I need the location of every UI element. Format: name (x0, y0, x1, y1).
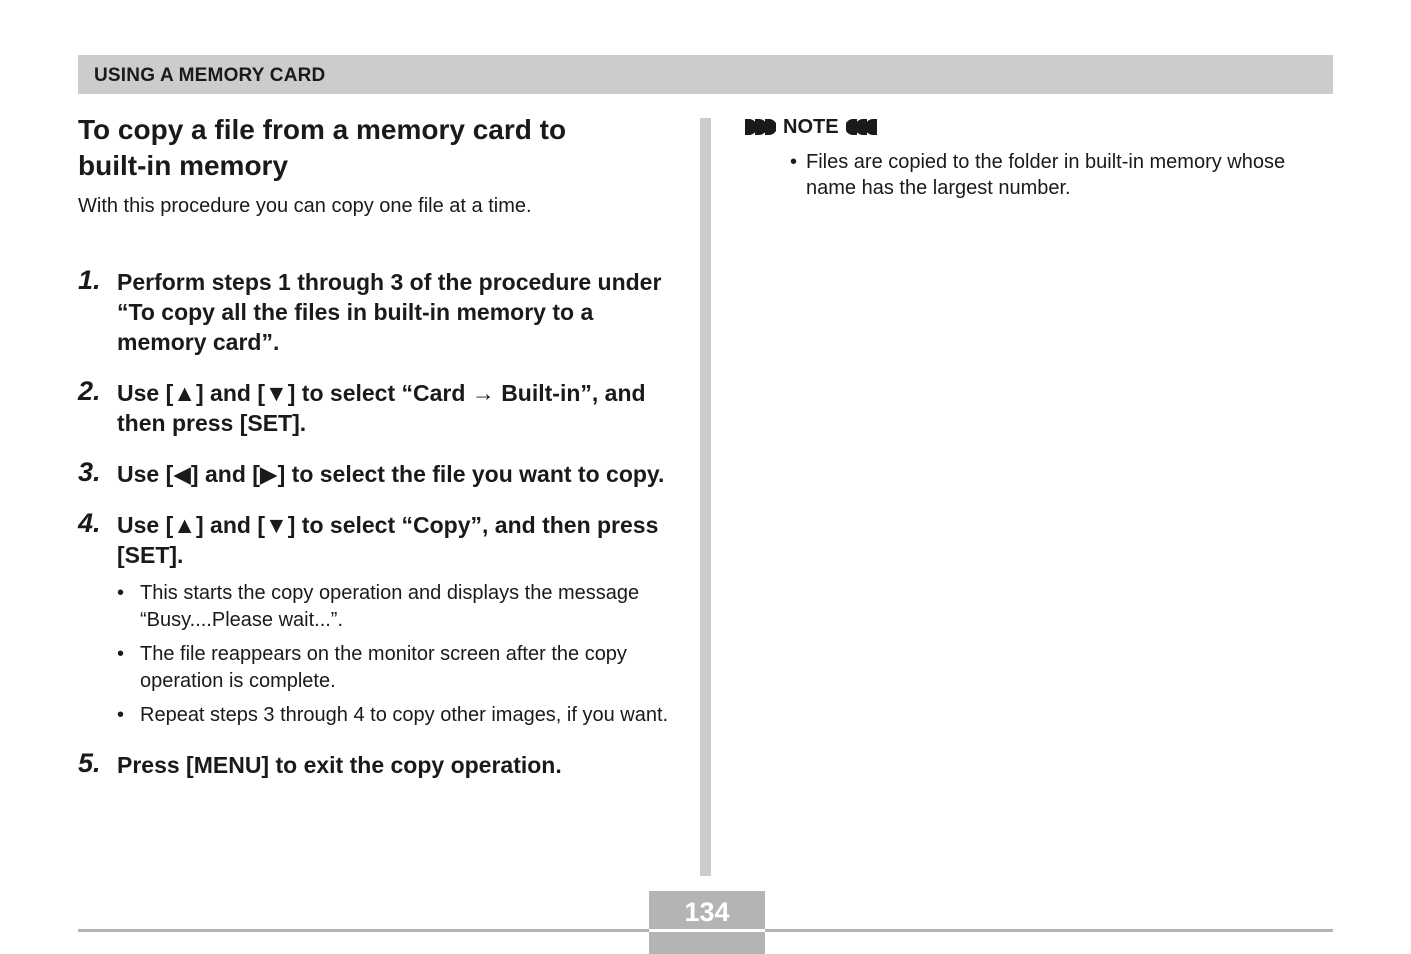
step-4 (78, 510, 678, 729)
step-2 (78, 378, 678, 438)
procedure-title-line-2: built-in memory (78, 150, 289, 181)
procedure-title (78, 112, 678, 184)
step-number: 1. (78, 265, 101, 295)
bullet-text: The file reappears on the monitor screen after the copy operation is complete. (140, 643, 627, 692)
section-header-label: USING A MEMORY CARD (94, 65, 326, 86)
page-number: 134 (684, 897, 730, 927)
page-number-box (649, 891, 765, 954)
procedure-title-line-1: To copy a file from a memory card to (78, 114, 567, 145)
bullet-icon: • (117, 704, 125, 726)
note-list (744, 149, 1324, 201)
triple-left-arrow-icon (846, 118, 878, 136)
procedure-column (78, 112, 678, 801)
bullet-icon: • (117, 582, 125, 604)
step-number: 5. (78, 748, 101, 778)
section-header-bar (78, 55, 1333, 94)
bullet-icon: • (117, 643, 125, 665)
list-item (117, 580, 678, 634)
page-box-gap (649, 929, 765, 932)
bullet-icon: • (790, 151, 798, 173)
step-1 (78, 267, 678, 357)
step-text: Use [◀] and [▶] to select the file you want to copy. (117, 461, 665, 487)
column-divider (700, 118, 711, 876)
step-4-bullets (117, 580, 678, 729)
list-item (790, 149, 1324, 201)
step-3 (78, 459, 678, 489)
list-item (117, 702, 678, 729)
note-box (744, 114, 1324, 201)
step-5 (78, 750, 678, 780)
step-number: 2. (78, 376, 101, 406)
procedure-intro: With this procedure you can copy one file at a time. (78, 195, 532, 217)
bullet-text: Repeat steps 3 through 4 to copy other images, if you want. (140, 704, 669, 726)
procedure-steps (78, 267, 678, 780)
triple-right-arrow-icon (744, 118, 776, 136)
note-label: NOTE (783, 115, 839, 138)
list-item (117, 641, 678, 695)
step-text: Use [▲] and [▼] to select “Copy”, and then press [SET]. (117, 512, 659, 568)
step-text: Perform steps 1 through 3 of the procedure under “To copy all the files in built-in memory to a memory card”. (117, 269, 662, 355)
note-heading (744, 114, 1324, 140)
step-number: 3. (78, 457, 101, 487)
step-text: Press [MENU] to exit the copy operation. (117, 752, 562, 778)
step-number: 4. (78, 508, 101, 538)
step-text: Use [▲] and [▼] to select “Card → Built-in”, and then press [SET]. (117, 380, 646, 436)
note-text: Files are copied to the folder in built-in memory whose name has the largest number. (806, 151, 1286, 199)
bullet-text: This starts the copy operation and displays the message “Busy....Please wait...”. (140, 582, 640, 631)
